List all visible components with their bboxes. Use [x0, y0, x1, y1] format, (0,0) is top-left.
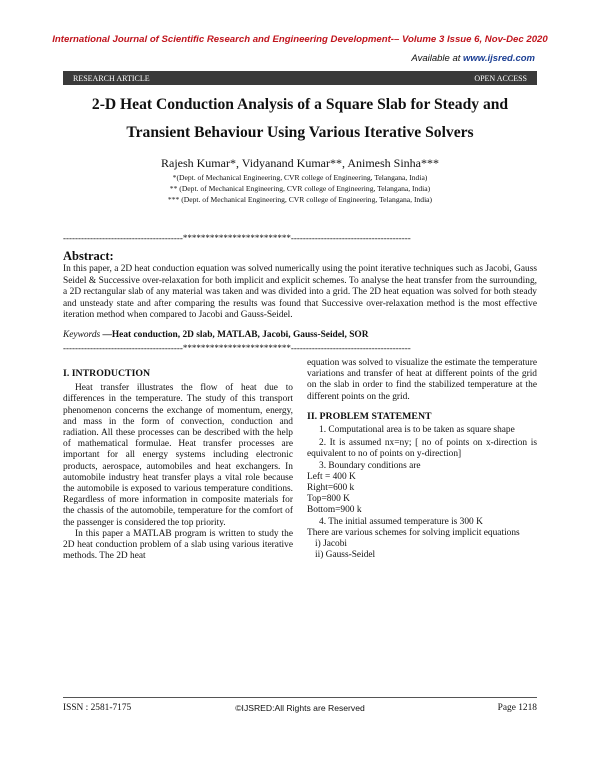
- list-item: There are various schemes for solving implicit equations: [307, 527, 520, 538]
- affiliation-1: *(Dept. of Mechanical Engineering, CVR college of Engineering, Telangana, India): [172, 173, 428, 182]
- intro-paragraph-2: In this paper a MATLAB program is written to study the 2D heat conduction problem of a slab using various iterative methods. The 2D heat: [63, 528, 293, 562]
- list-item: 3. Boundary conditions are: [319, 460, 421, 471]
- list-item: Left = 400 K: [307, 471, 356, 482]
- journal-header: International Journal of Scientific Research and Engineering Development-– Volume 3 Issue 6, Nov-Dec 2020: [52, 34, 548, 45]
- problem-statement-list: [307, 425, 537, 561]
- available-prefix: Available at: [411, 53, 464, 64]
- left-column: [63, 368, 293, 562]
- title-line-2: Transient Behaviour Using Various Iterative Solvers: [126, 124, 474, 141]
- abstract-heading: Abstract:: [63, 249, 114, 263]
- paper-title: [40, 91, 560, 147]
- issn-number: ISSN : 2581-7175: [63, 703, 132, 713]
- list-item: 2. It is assumed nx=ny; [ no of points on x-direction is equivalent to no of points on y-direction]: [307, 438, 537, 460]
- copyright-notice: ©IJSRED:All Rights are Reserved: [235, 703, 365, 713]
- page-number: Page 1218: [497, 703, 537, 713]
- list-item: ii) Gauss-Seidel: [315, 550, 376, 561]
- title-line-1: 2-D Heat Conduction Analysis of a Square Slab for Steady and: [91, 96, 509, 113]
- affiliation-2: ** (Dept. of Mechanical Engineering, CVR college of Engineering, Telangana, India): [169, 184, 431, 193]
- list-item: Bottom=900 k: [307, 505, 362, 516]
- separator-top: ----------------------------------------************************----------------------------------------: [63, 233, 411, 243]
- affiliation-3: *** (Dept. of Mechanical Engineering, CVR college of Engineering, Telangana, India): [167, 195, 433, 204]
- footer-divider: [63, 697, 537, 698]
- keywords-text: —Heat conduction, 2D slab, MATLAB, Jacobi, Gauss-Seidel, SOR: [100, 330, 369, 340]
- problem-statement-heading: II. PROBLEM STATEMENT: [307, 410, 432, 422]
- availability-line: [411, 53, 535, 64]
- list-item: Top=800 K: [307, 494, 350, 505]
- list-item: i) Jacobi: [315, 539, 348, 550]
- article-type-bar: [63, 71, 537, 85]
- right-column: [307, 358, 537, 561]
- keywords-label: Keywords: [63, 330, 101, 340]
- author-list: Rajesh Kumar*, Vidyanand Kumar**, Animesh Sinha***: [160, 156, 440, 170]
- abstract-text: In this paper, a 2D heat conduction equation was solved numerically using the point iterative techniques such as Jacobi, Gauss Seidel & Successive over-relaxation for both implicit and explicit schemes. To analyse the heat transfer from the surrounding, a 2D rectangular slab of any material was taken and was divided into a grid. The 2D heat equation was solved for both steady and unsteady state and after comparing the results was found that Successive over-relaxation method is the most effective iteration method when compared to Jacobi and Gauss-Seidel.: [63, 264, 537, 321]
- keywords-line: [63, 330, 369, 340]
- research-article-tag: RESEARCH ARTICLE: [73, 73, 150, 83]
- open-access-tag: OPEN ACCESS: [474, 73, 527, 83]
- list-item: 1. Computational area is to be taken as square shape: [319, 425, 515, 436]
- intro-paragraph-1: Heat transfer illustrates the flow of heat due to differences in the temperature. The study of this transport phenomenon concerns the exchange of momentum, energy, and mass in the form of convection, conduction and radiation. All these processes can be described with the help of mathematical formulae. Heat transfer processes are important for all energy systems including electronic products, aerospace, automobiles and heat exchangers. In automobile industry heat transfer plays a vital role because the automobile is exposed to various temperature conditions. Regardless of more information in composite materials for the chassis of the automobile, temperature for the comfort of the passenger is considered the top priority.: [63, 383, 293, 528]
- list-item: Right=600 k: [307, 483, 355, 494]
- separator-bottom: ----------------------------------------************************----------------------------------------: [63, 343, 411, 353]
- journal-url-link[interactable]: www.ijsred.com: [463, 53, 535, 64]
- intro-paragraph-continued: equation was solved to visualize the estimate the temperature variations and transfer of heat at different points of the grid on the slab in order to find the stabilized temperature at the different points on the grid.: [307, 358, 537, 402]
- list-item: 4. The initial assumed temperature is 300 K: [319, 516, 483, 527]
- introduction-heading: I. INTRODUCTION: [63, 368, 151, 379]
